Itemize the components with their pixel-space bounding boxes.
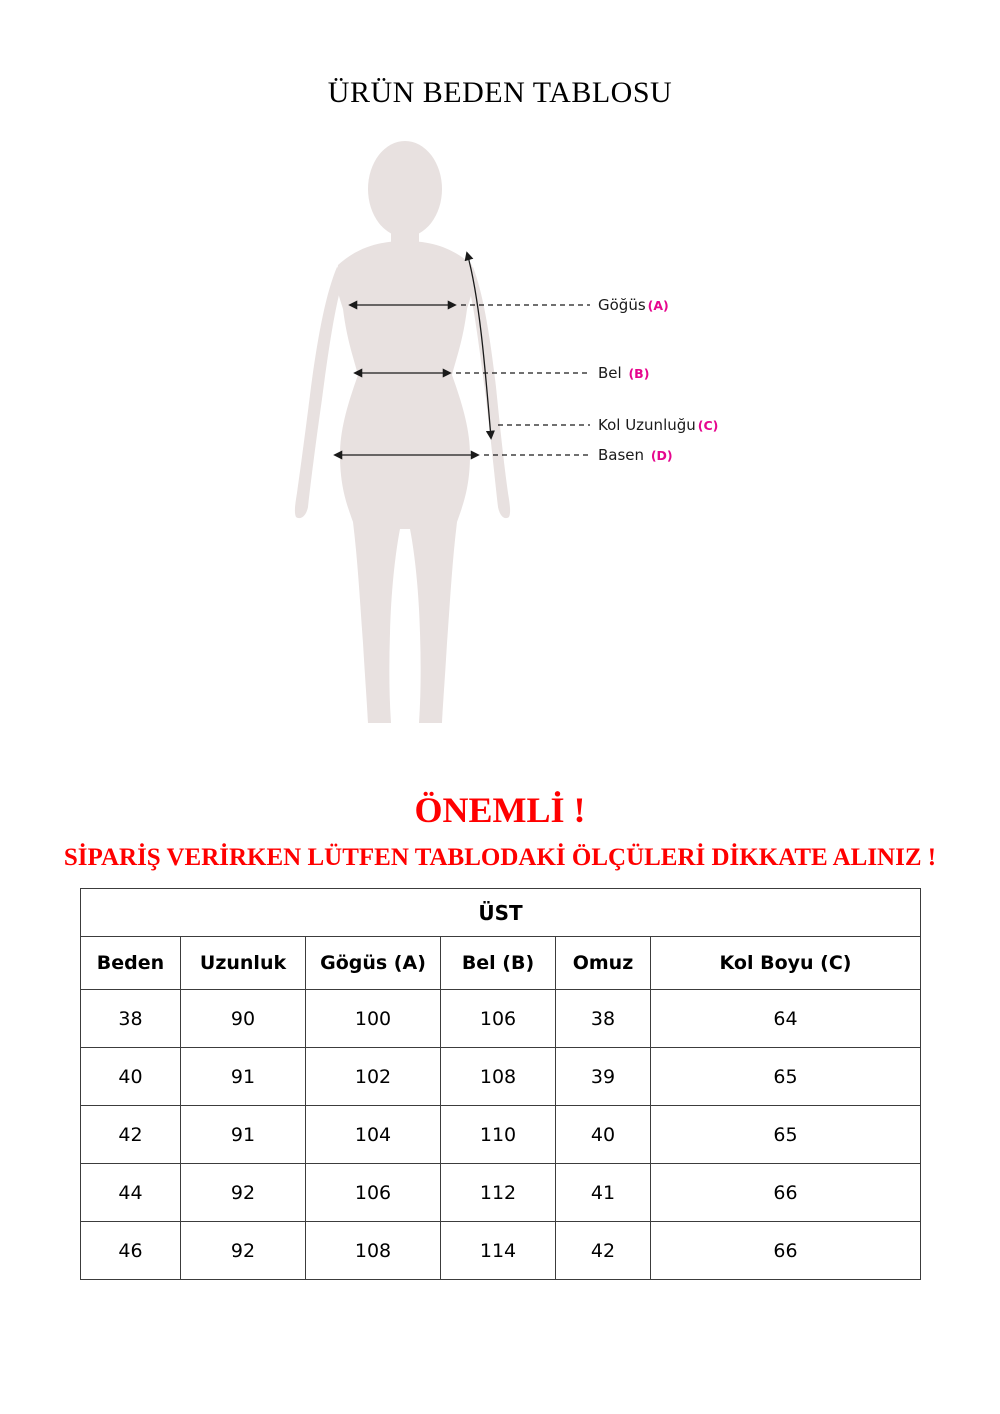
page-title: ÜRÜN BEDEN TABLOSU [327, 76, 673, 109]
female-body-silhouette [295, 141, 510, 723]
label-hip-marker: (D) [650, 448, 673, 463]
column-header: Beden [81, 937, 181, 990]
column-header: Kol Boyu (C) [651, 937, 921, 990]
column-header: Gögüs (A) [306, 937, 441, 990]
table-cell: 41 [556, 1164, 651, 1222]
table-cell: 40 [81, 1048, 181, 1106]
table-cell: 64 [651, 990, 921, 1048]
table-cell: 66 [651, 1164, 921, 1222]
table-cell: 40 [556, 1106, 651, 1164]
table-cell: 112 [441, 1164, 556, 1222]
table-cell: 104 [306, 1106, 441, 1164]
label-hip-text: Basen [598, 446, 645, 464]
table-cell: 44 [81, 1164, 181, 1222]
table-cell: 42 [556, 1222, 651, 1280]
label-arm-length-text: Kol Uzunluğu [598, 416, 696, 434]
label-arm-length [598, 416, 718, 434]
label-chest-marker: (A) [647, 298, 669, 313]
column-header: Uzunluk [181, 937, 306, 990]
table-cell: 100 [306, 990, 441, 1048]
label-waist [598, 364, 649, 382]
table-group-header: ÜST [81, 889, 921, 937]
table-row [81, 1048, 921, 1106]
label-chest [598, 296, 669, 314]
label-arm-length-marker: (C) [697, 418, 719, 433]
table-cell: 102 [306, 1048, 441, 1106]
table-cell: 65 [651, 1106, 921, 1164]
column-header: Omuz [556, 937, 651, 990]
table-cell: 38 [556, 990, 651, 1048]
table-cell: 46 [81, 1222, 181, 1280]
table-cell: 108 [306, 1222, 441, 1280]
table-cell: 110 [441, 1106, 556, 1164]
table-cell: 66 [651, 1222, 921, 1280]
table-cell: 42 [81, 1106, 181, 1164]
table-cell: 106 [306, 1164, 441, 1222]
label-hip [598, 446, 673, 464]
table-cell: 39 [556, 1048, 651, 1106]
table-cell: 91 [181, 1106, 306, 1164]
table-row [81, 990, 921, 1048]
column-header: Bel (B) [441, 937, 556, 990]
label-chest-text: Göğüs [598, 296, 646, 314]
table-cell: 90 [181, 990, 306, 1048]
table-row [81, 1222, 921, 1280]
table-row [81, 1164, 921, 1222]
table-cell: 92 [181, 1164, 306, 1222]
table-cell: 114 [441, 1222, 556, 1280]
table-cell: 91 [181, 1048, 306, 1106]
label-waist-marker: (B) [628, 366, 650, 381]
important-heading: ÖNEMLİ ! [414, 790, 586, 830]
table-cell: 65 [651, 1048, 921, 1106]
table-cell: 38 [81, 990, 181, 1048]
table-group-row [81, 889, 921, 937]
size-table [80, 888, 921, 1280]
table-header-row [81, 937, 921, 990]
table-cell: 108 [441, 1048, 556, 1106]
table-cell: 92 [181, 1222, 306, 1280]
warning-text: SİPARİŞ VERİRKEN LÜTFEN TABLODAKİ ÖLÇÜLERİ DİKKATE ALINIZ ! [63, 844, 937, 871]
table-row [81, 1106, 921, 1164]
label-waist-text: Bel [598, 364, 622, 382]
table-cell: 106 [441, 990, 556, 1048]
